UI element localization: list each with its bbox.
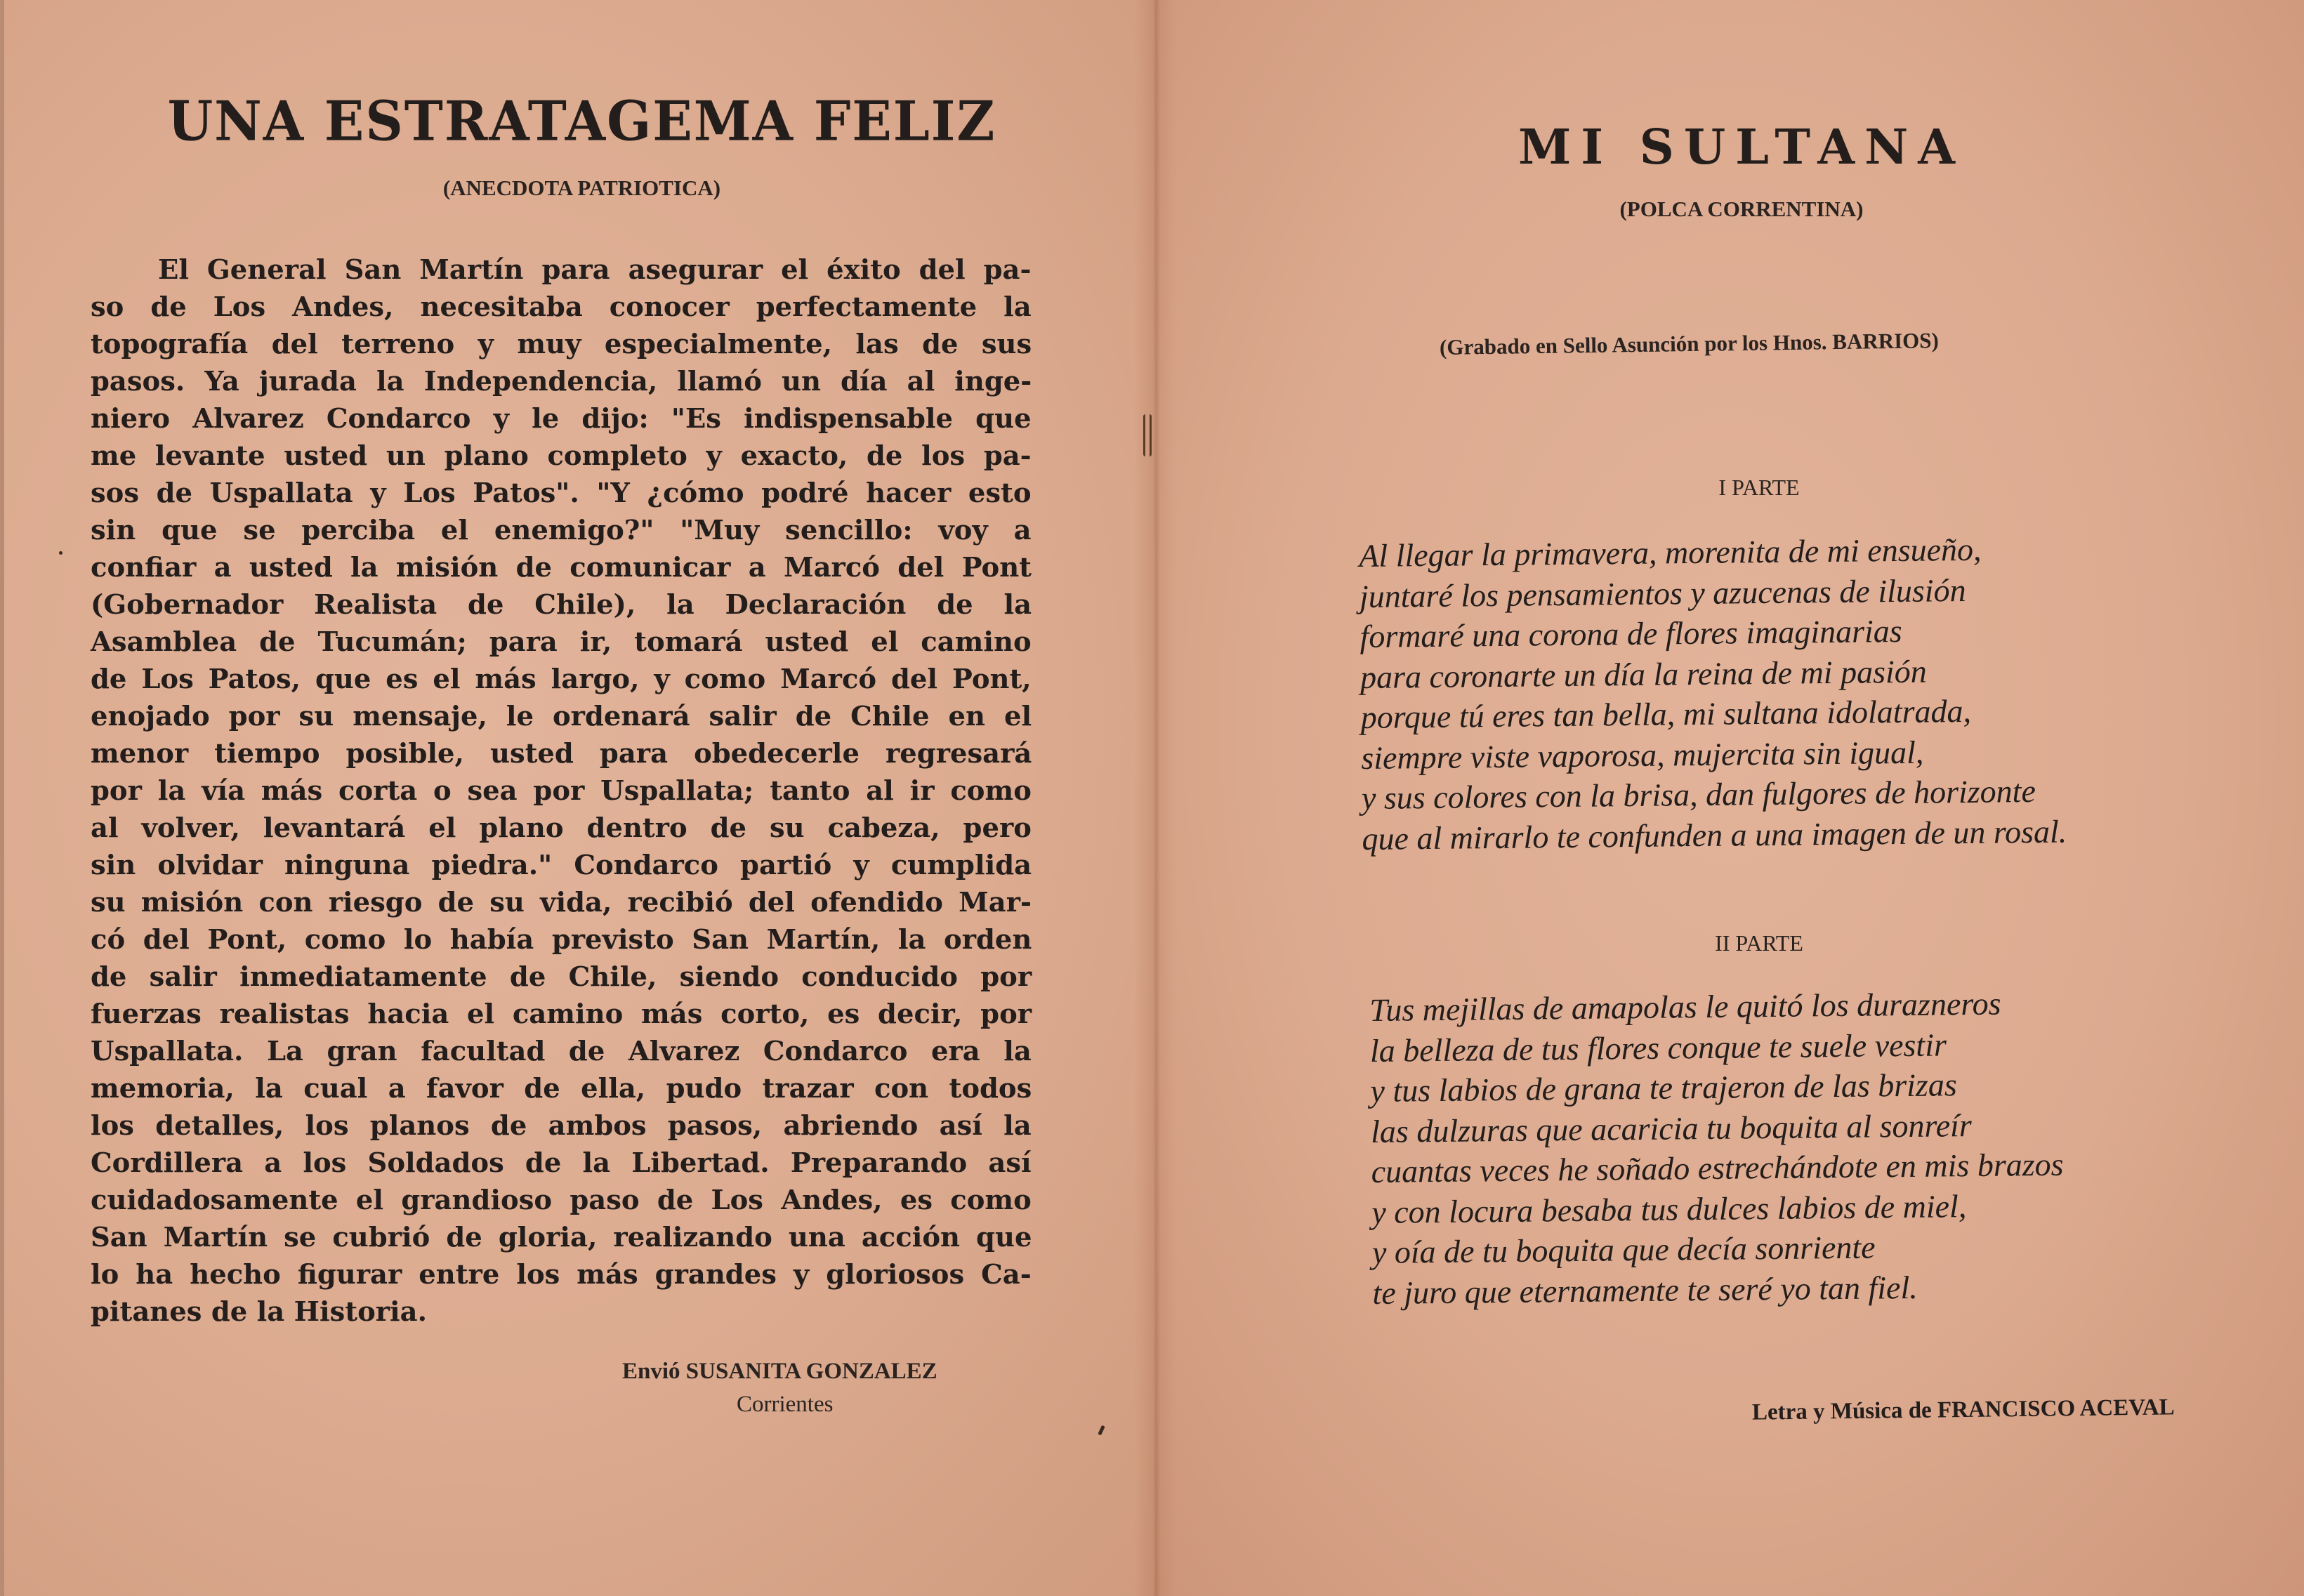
body-line: (Gobernador Realista de Chile), la Declaración de la [91, 589, 1032, 621]
verse-line: y oía de tu boquita que decía sonriente [1371, 1229, 1876, 1270]
verse-line: y con locura besaba tus dulces labios de miel, [1371, 1187, 1967, 1230]
verse-line: la belleza de tus flores conque te suele vestir [1369, 1026, 1947, 1069]
song-title: MI SULTANA [1518, 119, 1965, 176]
verse-line: Tus mejillas de amapolas le quitó los durazneros [1369, 985, 2001, 1028]
verse-line: porque tú eres tan bella, mi sultana idolatrada, [1360, 692, 1972, 735]
verse-line: siempre viste vaporosa, mujercita sin igual, [1361, 734, 1924, 776]
body-line: Asamblea de Tucumán; para ir, tomará usted el camino [91, 626, 1032, 658]
body-line: sin que se perciba el enemigo?" "Muy sencillo: voy a [91, 515, 1032, 546]
body-line: niero Alvarez Condarco y le dijo: "Es indispensable que [91, 403, 1032, 435]
body-line: Cordillera a los Soldados de la Libertad. Preparando así [91, 1147, 1032, 1179]
body-line: topografía del terreno y muy especialmente, las de sus [91, 329, 1032, 360]
body-line: su misión con riesgo de su vida, recibió del ofendido Mar- [91, 887, 1032, 918]
part-heading: II PARTE [1715, 930, 1803, 956]
song-credit: Letra y Música de FRANCISCO ACEVAL [1751, 1394, 2175, 1425]
article-signature: Envió SUSANITA GONZALEZ [622, 1359, 937, 1384]
body-line: enojado por su mensaje, le ordenará salir de Chile en el [91, 701, 1032, 732]
body-line: có del Pont, como lo había previsto San Martín, la orden [91, 924, 1032, 956]
verse-line: que al mirarlo te confunden a una imagen de un rosal. [1362, 812, 2067, 857]
article-body [91, 251, 1032, 1331]
article-subtitle: (ANECDOTA PATRIOTICA) [442, 176, 721, 200]
verse-line: para coronarte un día la reina de mi pasión [1360, 653, 1927, 695]
body-line: pitanes de la Historia. [91, 1296, 428, 1328]
body-line: menor tiempo posible, usted para obedecerle regresará [91, 738, 1032, 770]
recording-note: (Grabado en Sello Asunción por los Hnos. BARRIOS) [1439, 328, 1940, 360]
article-signature-place: Corrientes [737, 1392, 834, 1417]
part-heading: I PARTE [1718, 475, 1800, 500]
verse-line: juntaré los pensamientos y azucenas de ilusión [1359, 572, 1966, 614]
verse-line: cuantas veces he soñado estrechándote en mis brazos [1371, 1146, 2064, 1189]
verse-line: formaré una corona de flores imaginarias [1360, 612, 1902, 654]
body-line: de salir inmediatamente de Chile, siendo conducido por [91, 961, 1032, 993]
verse-part-1 [1359, 526, 2275, 859]
verse-line: Al llegar la primavera, morenita de mi ensueño, [1359, 531, 1982, 574]
body-line: Uspallata. La gran facultad de Alvarez Condarco era la [91, 1036, 1032, 1067]
body-line: por la vía más corta o sea por Uspallata; tanto al ir como [91, 775, 1032, 807]
body-line: so de Los Andes, necesitaba conocer perfectamente la [91, 291, 1032, 323]
body-line: San Martín se cubrió de gloria, realizando una acción que [91, 1222, 1032, 1253]
verse-line: y tus labios de grana te trajeron de las brizas [1370, 1067, 1957, 1109]
paper-speck [59, 551, 62, 555]
body-line: pasos. Ya jurada la Independencia, llamó un día al inge- [91, 366, 1032, 397]
body-line: al volver, levantará el plano dentro de su cabeza, pero [91, 812, 1032, 844]
body-line: fuerzas realistas hacia el camino más corto, es decir, por [91, 998, 1032, 1030]
verse-line: y sus colores con la brisa, dan fulgores de horizonte [1361, 772, 2036, 816]
verse-line: te juro que eternamente te seré yo tan fiel. [1372, 1269, 1918, 1311]
body-line: confiar a usted la misión de comunicar a Marcó del Pont [91, 552, 1032, 583]
body-line: sos de Uspallata y Los Patos". "Y ¿cómo podré hacer esto [91, 477, 1032, 509]
body-line: memoria, la cual a favor de ella, pudo trazar con todos [91, 1073, 1032, 1104]
body-line: los detalles, los planos de ambos pasos, abriendo así la [91, 1110, 1032, 1142]
body-line: cuidadosamente el grandioso paso de Los Andes, es como [91, 1185, 1032, 1216]
verse-part-2 [1369, 980, 2286, 1313]
paper-speck [1098, 1425, 1105, 1436]
staple-icon [1143, 414, 1152, 456]
body-line: sin olvidar ninguna piedra." Condarco partió y cumplida [91, 850, 1032, 881]
verse-line: las dulzuras que acaricia tu boquita al sonreír [1370, 1107, 1973, 1149]
song-subtitle: (POLCA CORRENTINA) [1619, 197, 1864, 221]
body-line: me levante usted un plano completo y exacto, de los pa- [91, 440, 1032, 472]
book-gutter [1134, 0, 1176, 1596]
body-line: de Los Patos, que es el más largo, y como Marcó del Pont, [91, 664, 1032, 695]
body-line: lo ha hecho figurar entre los más grandes y gloriosos Ca- [91, 1259, 1032, 1291]
body-line: El General San Martín para asegurar el éxito del pa- [158, 254, 1032, 286]
article-title: UNA ESTRATAGEMA FELIZ [167, 89, 996, 154]
